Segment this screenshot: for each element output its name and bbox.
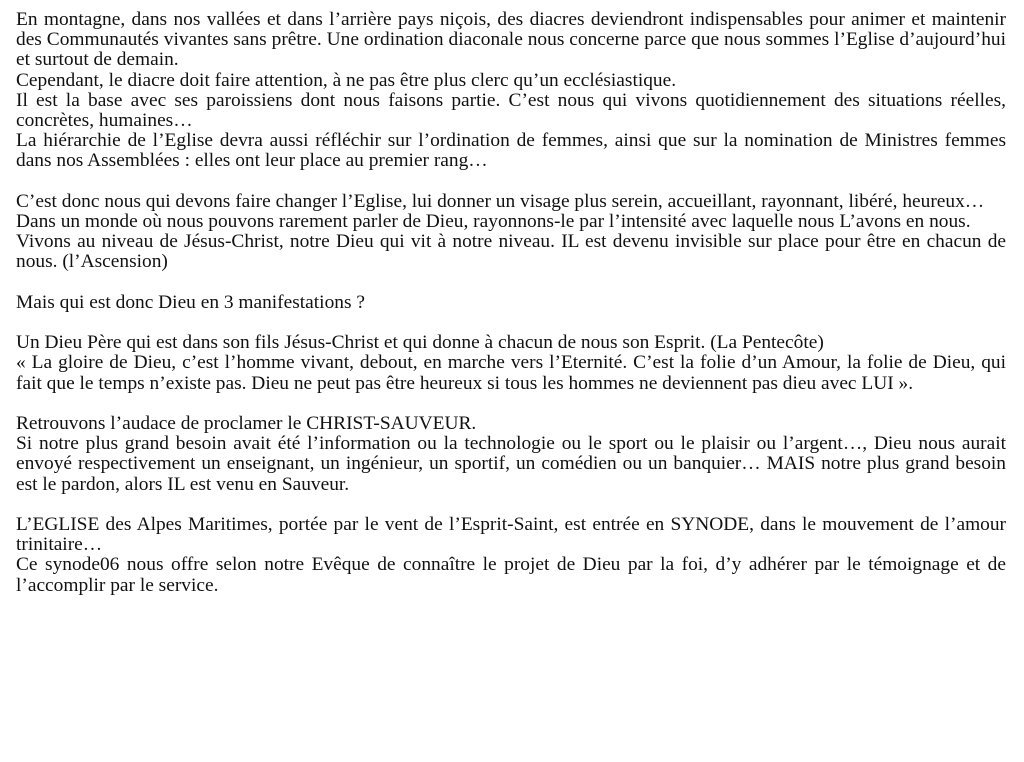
paragraph-rayonnons: Dans un monde où nous pouvons rarement parler de Dieu, rayonnons-le par l’intensité avec laquelle nous L’avons en nous. [16, 211, 971, 233]
paragraph-changer-eglise: C’est donc nous qui devons faire changer l’Eglise, lui donner un visage plus serein, accueillant, rayonnant, libéré, heureux… [16, 190, 985, 212]
paragraph-synode: L’EGLISE des Alpes Maritimes, portée par le vent de l’Esprit-Saint, est entrée en SYNODE, dans le mouvement de l’amour trinitaire… [16, 514, 1006, 556]
paragraph-besoin: Si notre plus grand besoin avait été l’information ou la technologie ou le sport ou le plaisir ou l’argent…, Dieu nous aurait envoyé respectivement un enseignant, un ingénieur, un sportif, un comédien ou un banquier… MAIS notre plus grand besoin est le pardon, alors IL est venu en Sauveur. [16, 433, 1006, 495]
paragraph-gap [16, 313, 1006, 333]
document-page [16, 10, 1006, 596]
paragraph-gap [16, 172, 1006, 192]
paragraph-audace: Retrouvons l’audace de proclamer le CHRIST-SAUVEUR. [16, 413, 477, 434]
paragraph-diacres: En montagne, dans nos vallées et dans l’arrière pays niçois, des diacres deviendront indispensables pour animer et maintenir des Communautés vivantes sans prêtre. Une ordination diaconale nous concerne parce que nous sommes l’Eglise d’aujourd’hui et surtout de demain. [16, 9, 1006, 71]
paragraph-gap [16, 273, 1006, 293]
paragraph-clerc: Cependant, le diacre doit faire attention, à ne pas être plus clerc qu’un ecclésiastique. [16, 69, 677, 91]
paragraph-dieu-pere: Un Dieu Père qui est dans son fils Jésus-Christ et qui donne à chacun de nous son Esprit. (La Pentecôte) [16, 332, 824, 354]
paragraph-hierarchie: La hiérarchie de l’Eglise devra aussi réfléchir sur l’ordination de femmes, ainsi que sur la nomination de Ministres femmes dans nos Assemblées : elles ont leur place au premier rang… [16, 130, 1006, 172]
paragraph-question: Mais qui est donc Dieu en 3 manifestations ? [16, 291, 365, 313]
paragraph-paroissiens: Il est la base avec ses paroissiens dont nous faisons partie. C’est nous qui vivons quotidiennement des situations réelles, concrètes, humaines… [16, 89, 1006, 132]
paragraph-gap [16, 394, 1006, 414]
paragraph-vivons: Vivons au niveau de Jésus-Christ, notre Dieu qui vit à notre niveau. IL est devenu invisible sur place pour être en chacun de nous. (l’Ascension) [16, 231, 1006, 273]
paragraph-gap [16, 495, 1006, 515]
paragraph-synode06: Ce synode06 nous offre selon notre Evêque de connaître le projet de Dieu par la foi, d’y adhérer par le témoignage et de l’accomplir par le service. [16, 554, 1006, 596]
paragraph-quote-gloire: « La gloire de Dieu, c’est l’homme vivant, debout, en marche vers l’Eternité. C’est la folie d’un Amour, la folie de Dieu, qui fait que le temps n’existe pas. Dieu ne peut pas être heureux si tous les hommes ne deviennent pas dieu avec LUI ». [16, 352, 1006, 394]
